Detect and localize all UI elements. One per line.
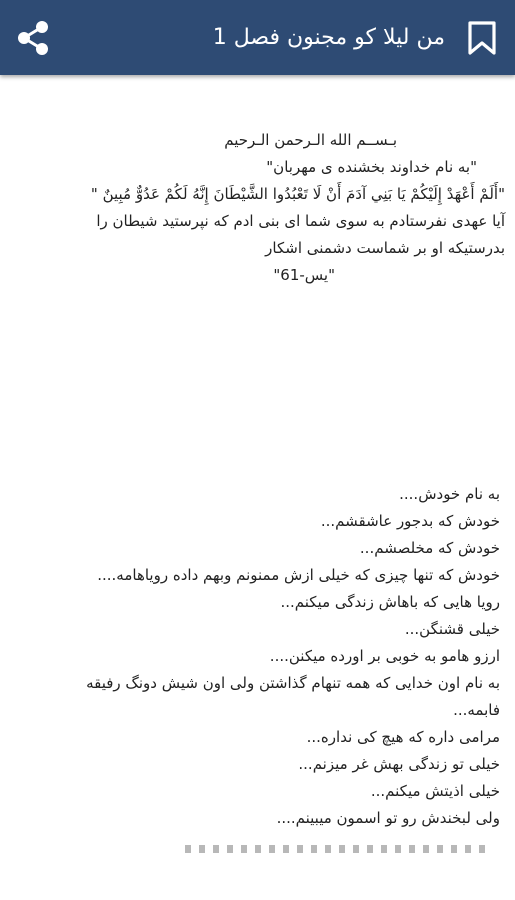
chapter-text [15,481,500,832]
text-line: ارزو هامو به خوبی بر اورده میکنن.... [269,647,500,665]
verse-reference: "یس-61" [273,266,335,284]
bookmark-icon[interactable] [465,20,499,56]
text-line: به نام اون خدایی که همه تنهام گذاشتن ولی اون شیش دونگ رفیقه [86,674,500,692]
text-line: خودش که مخلصشم... [359,539,500,557]
text-line: خودش که بدجور عاشقشم... [320,512,500,530]
text-line: خیلی قشنگن... [404,620,500,638]
text-line: به نام خودش.... [399,485,500,503]
verse-arabic: "أَلَمْ أَعْهَدْ إِلَيْكُمْ يَا بَنِي آدَمَ أَنْ لَا تَعْبُدُوا الشَّيْطَانَ إِنَّهُ لَكُمْ عَدُوٌّ مُبِينٌ " [90,185,505,203]
share-icon[interactable] [14,19,52,57]
intro-line: "به نام خداوند بخشنده ی مهربان" [266,158,477,176]
verse-translation: بدرستیکه او بر شماست دشمنی اشکار [265,239,505,257]
text-line: خیلی اذیتش میکنم... [370,782,500,800]
text-line: ولی لبخندش رو تو اسمون میبینم.... [276,809,500,827]
partial-text-line [185,845,485,853]
chapter-content[interactable] [0,75,515,900]
page-title: من لیلا کو مجنون فصل 1 [212,25,445,50]
chapter-intro [5,127,505,289]
text-line: مرامی داره که هیچ کی نداره... [306,728,500,746]
text-line: خودش که تنها چیزی که خیلی ازش ممنونم وبهم داده رویاهامه.... [97,566,500,584]
text-line: خیلی تو زندگی بهش غر میزنم... [298,755,500,773]
text-line: فابمه... [453,701,500,719]
text-line: رویا هایی که باهاش زندگی میکنم... [280,593,500,611]
verse-translation: آیا عهدی نفرستادم به سوی شما ای بنی ادم که نپرستید شیطان را [96,212,505,230]
basmala-line: بـســم الله الـرحمن الـرحيم [224,131,397,149]
app-bar [0,0,515,75]
